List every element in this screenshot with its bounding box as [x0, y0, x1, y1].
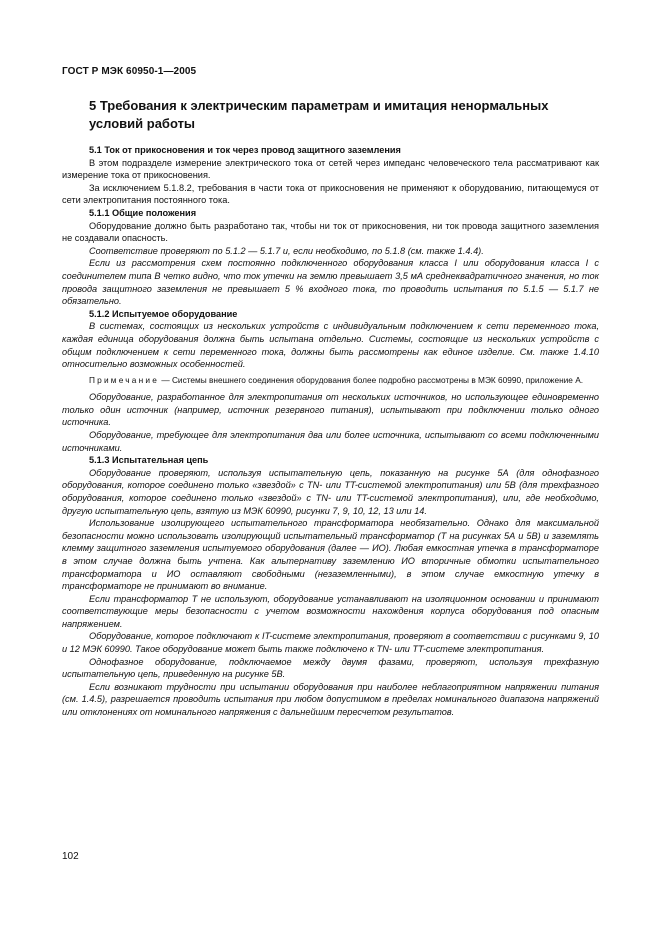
subsection-heading: 5.1.2 Испытуемое оборудование — [89, 308, 238, 319]
paragraph: За исключением 5.1.8.2, требования в части тока от прикосновения не применяют к оборудованию, питающемуся от сети электропитания постоянного тока. — [62, 182, 599, 206]
note-label: Примечание — [89, 374, 160, 385]
compliance-paragraph: Однофазное оборудование, подключаемое между двумя фазами, проверяют, используя трехфазную испытательную цепь, приведенную на рисунке 5В. — [62, 656, 599, 680]
compliance-paragraph: Использование изолирующего испытательного трансформатора необязательно. Однако для максимальной безопасности можно использовать изолирующий испытательный трансформатор (T на рисунках 5А и 5В) и заземлять клемму защитного заземления испытуемого оборудования (далее — ИО). Любая емкостная утечка в трансформаторе в этом случае должна быть учтена. Как альтернативу заземлению ИО вторичные обмотки испытательного трансформатора и ИО оставляют свободными (незаземленными), в этом случае емкостную утечку в трансформаторе не принимают во внимание. — [62, 518, 599, 592]
note-text: — Системы внешнего соединения оборудования более подробно рассмотрены в МЭК 60990, приложение А. — [159, 374, 584, 385]
page-number: 102 — [62, 851, 79, 862]
subsection-heading: 5.1 Ток от прикосновения и ток через провод защитного заземления — [89, 145, 401, 155]
compliance-paragraph: Если из рассмотрения схем постоянно подключенного оборудования класса I или оборудования класса I с соединителем типа B четко видно, что ток утечки на землю превышает 3,5 мА среднеквадратичного значения, но ток провода защитного заземления не превышает 5 % входного тока, то проводить испытания по 5.1.5 — 5.1.7 не обязательно. — [62, 258, 599, 307]
compliance-paragraph: Соответствие проверяют по 5.1.2 — 5.1.7 и, если необходимо, по 5.1.8 (см. также 1.4.4). — [89, 245, 484, 256]
paragraph: В этом подразделе измерение электрического тока от сетей через импеданс человеческого тела рассматривают как измерение тока от прикосновения. — [62, 157, 599, 181]
compliance-paragraph: Оборудование, требующее для электропитания два или более источника, испытывают со всеми подключенными источниками. — [62, 429, 599, 453]
subsection-heading: 5.1.3 Испытательная цепь — [89, 455, 209, 466]
compliance-paragraph: Если возникают трудности при испытании оборудования при наиболее неблагоприятном напряжении питания (см. 1.4.5), разрешается проводить испытания при любом допустимом в пределах номинального диапазона напряжений или отклонениях от номинального напряжения с дальнейшим пересчетом результатов. — [62, 681, 599, 718]
compliance-paragraph: Оборудование проверяют, используя испытательную цепь, показанную на рисунке 5А (для однофазного оборудования, которое соединено только «звездой» с TN- или TT-системой электропитания) или 5В (для трехфазного оборудования, которое соединено только «звездой» с TN- или TT-системой электропитания), или, где необходимо, другую испытательную цепь, взятую из МЭК 60990, рисунки 7, 9, 10, 12, 13 или 14. — [62, 467, 599, 516]
compliance-paragraph: Если трансформатор T не используют, оборудование устанавливают на изоляционном основании и принимают соответствующие меры безопасности с учетом возможности нахождения корпуса оборудования под опасным напряжением. — [62, 593, 599, 629]
subsection-heading: 5.1.1 Общие положения — [89, 207, 197, 218]
note-paragraph — [62, 375, 599, 387]
compliance-paragraph: В системах, состоящих из нескольких устройств с индивидуальным подключением к сети переменного тока, каждая единица оборудования должна быть испытана отдельно. Системы, состоящие из нескольких устройств с общим подключением к сети переменного тока, должны быть рассмотрены как единое изделие. См. также 1.4.10 относительно возможных особенностей. — [62, 321, 599, 370]
compliance-paragraph: Оборудование, которое подключают к IT-системе электропитания, проверяют в соответствии с рисунками 9, 10 и 12 МЭК 60990. Такое оборудование может быть также подключено к TN- или TT-системе электропитания. — [62, 631, 599, 655]
compliance-paragraph: Оборудование, разработанное для электропитания от нескольких источников, но использующее единовременно только один источник (например, источник резервного питания), испытывают при подключении только одного источника. — [62, 392, 599, 428]
body-text — [62, 144, 599, 719]
paragraph: Оборудование должно быть разработано так, чтобы ни ток от прикосновения, ни ток провода защитного заземления не создавали опасность. — [62, 220, 599, 244]
standard-header: ГОСТ Р МЭК 60950-1—2005 — [62, 66, 197, 77]
section-title: 5 Требования к электрическим параметрам и имитация ненормальных условий работы — [89, 98, 549, 131]
